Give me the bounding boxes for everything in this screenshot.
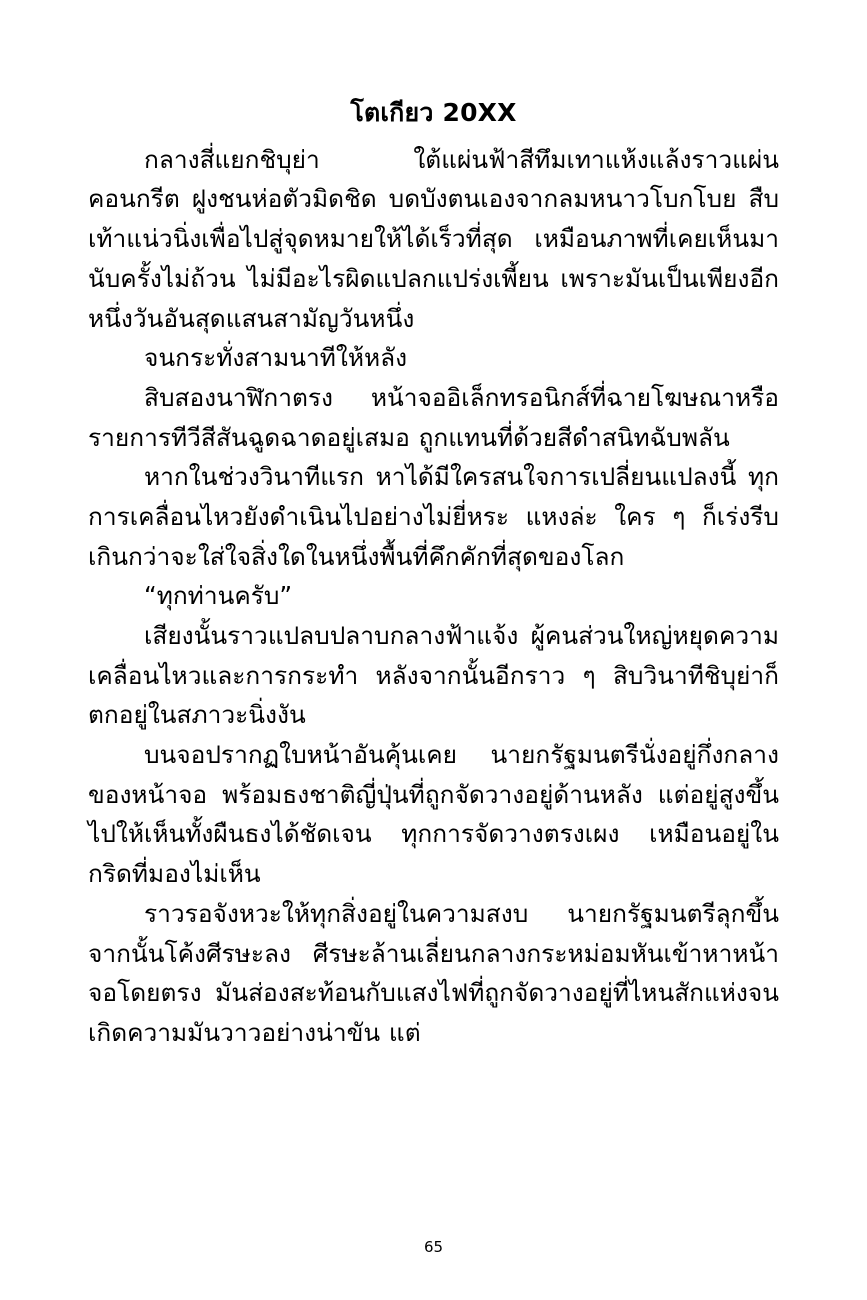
paragraph: เสียงนั้นราวแปลบปลาบกลางฟ้าแจ้ง ผู้คนส่วนใหญ่หยุดความเคลื่อนไหวและการกระทำ หลังจากนั้นอีกราว ๆ สิบวินาทีชิบุย่าก็ตกอยู่ในสภาวะนิ่งงัน [88, 621, 779, 730]
paragraph: กลางสี่แยกชิบุย่า ใต้แผ่นฟ้าสีทึมเทาแห้งแล้งราวแผ่นคอนกรีต ฝูงชนห่อตัวมิดชิด บดบังตนเองจากลมหนาวโบกโบย สืบเท้าแน่วนิ่งเพื่อไปสู่จุดหมายให้ได้เร็วที่สุด เหมือนภาพที่เคยเห็นมานับครั้งไม่ถ้วน ไม่มีอะไรผิดแปลกแปร่งเพี้ยน เพราะมันเป็นเพียงอีกหนึ่งวันอันสุดแสนสามัญวันหนึ่ง [88, 144, 779, 333]
page-number: 65 [423, 1238, 444, 1256]
paragraph: จนกระทั่งสามนาทีให้หลัง [144, 343, 408, 373]
body-text [88, 140, 779, 1053]
paragraph: บนจอปรากฏใบหน้าอันคุ้นเคย นายกรัฐมนตรีนั่งอยู่กึ่งกลางของหน้าจอ พร้อมธงชาติญี่ปุ่นที่ถูกจัดวางอยู่ด้านหลัง แต่อยู่สูงขึ้นไปให้เห็นทั้งผืนธงได้ชัดเจน ทุกการจัดวางตรงเผง เหมือนอยู่ในกริดที่มองไม่เห็น [88, 740, 779, 889]
chapter-title: โตเกียว 20XX [350, 98, 517, 127]
paragraph: สิบสองนาฬิกาตรง หน้าจออิเล็กทรอนิกส์ที่ฉายโฆษณาหรือรายการทีวีสีสันฉูดฉาดอยู่เสมอ ถูกแทนที่ด้วยสีดำสนิทฉับพลัน [88, 382, 779, 452]
paragraph-quote: “ทุกท่านครับ” [144, 581, 293, 611]
paragraph: ราวรอจังหวะให้ทุกสิ่งอยู่ในความสงบ นายกรัฐมนตรีลุกขึ้น จากนั้นโค้งศีรษะลง ศีรษะล้านเลี่ยนกลางกระหม่อมหันเข้าหาหน้าจอโดยตรง มันส่องสะท้อนกับแสงไฟที่ถูกจัดวางอยู่ที่ไหนสักแห่งจนเกิดความมันวาวอย่างน่าขัน แต่ [88, 898, 779, 1047]
paragraph: หากในช่วงวินาทีแรก หาได้มีใครสนใจการเปลี่ยนแปลงนี้ ทุกการเคลื่อนไหวยังดำเนินไปอย่างไม่ยี่หระ แหงล่ะ ใคร ๆ ก็เร่งรีบเกินกว่าจะใส่ใจสิ่งใดในหนึ่งพื้นที่คึกคักที่สุดของโลก [88, 462, 779, 571]
